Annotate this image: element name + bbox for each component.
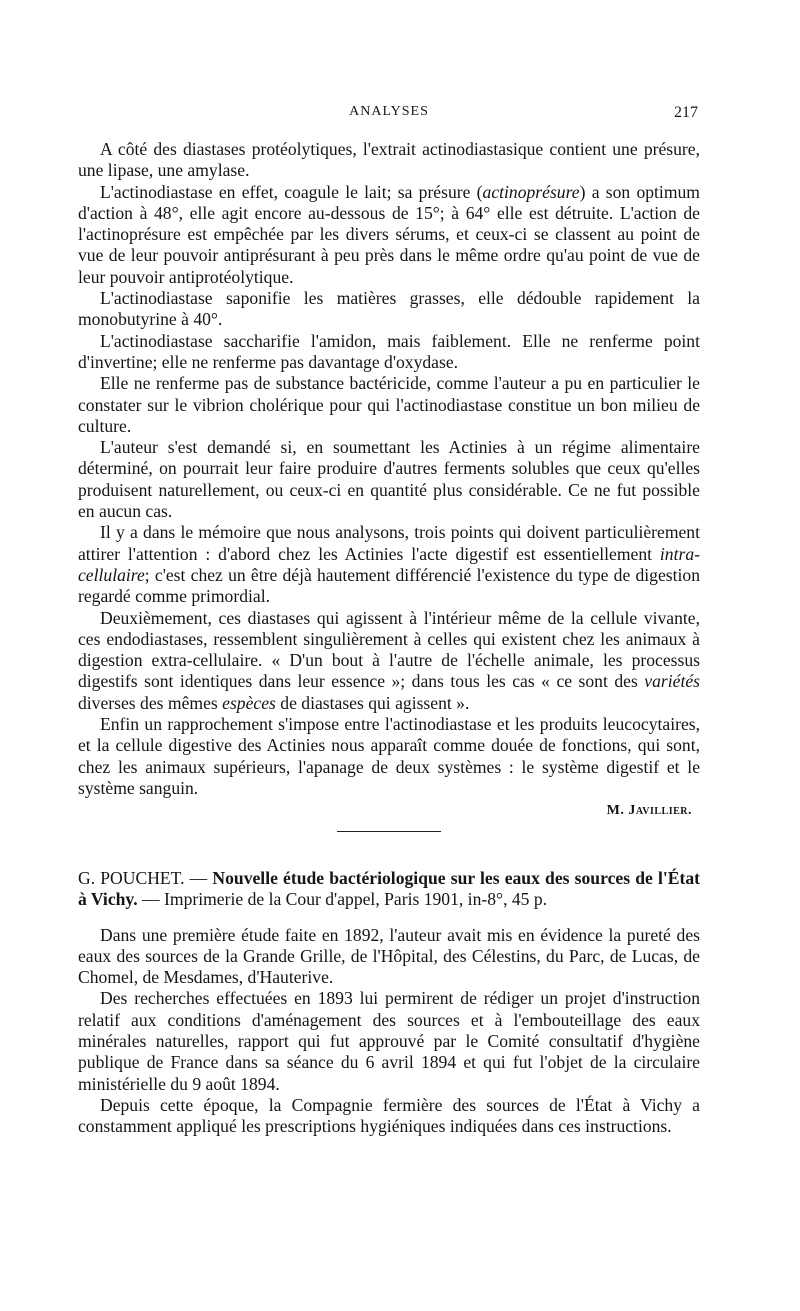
running-title: ANALYSES: [349, 104, 429, 119]
italic-term: variétés: [644, 671, 700, 692]
page-number: 217: [674, 104, 698, 121]
bibliographic-entry: [78, 868, 700, 911]
paragraph: Depuis cette époque, la Compagnie fermière des sources de l'État à Vichy a constamment appliqué les prescriptions hygiéniques indiquées dans ces instructions.: [78, 1094, 700, 1137]
article-actinodiastase: [78, 139, 700, 832]
paragraph: A côté des diastases protéolytiques, l'extrait actinodiastasique contient une présure, une lipase, une amylase.: [78, 139, 700, 181]
paragraph: Il y a dans le mémoire que nous analysons, trois points qui doivent particulièrement attirer l'attention : d'abord chez les Actinies l'acte digestif est essentiellement intra-cellulaire; c'est chez un être déjà hautement différencié l'existence du type de digestion regardé comme primordial.: [78, 522, 700, 607]
paragraph: Enfin un rapprochement s'impose entre l'actinodiastase et les produits leucocytaires, et la cellule digestive des Actinies nous apparaît comme douée de fonctions, qui sont, chez les animaux supérieurs, l'apanage de deux systèmes : le système digestif et le système sanguin.: [78, 714, 700, 798]
paragraph: L'actinodiastase saccharifie l'amidon, mais faiblement. Elle ne renferme point d'invertine; elle ne renferme pas davantage d'oxydase.: [78, 330, 700, 372]
paragraph: L'actinodiastase saponifie les matières grasses, elle dédouble rapidement la monobutyrine à 40°.: [78, 288, 700, 330]
section-divider: [337, 831, 441, 832]
paragraph: Dans une première étude faite en 1892, l'auteur avait mis en évidence la pureté des eaux des sources de la Grande Grille, de l'Hôpital, des Célestins, du Parc, de Lucas, de Chomel, de Mesdames, d'Hauterive.: [78, 924, 700, 988]
signature: M. Javillier.: [606, 803, 692, 819]
publication-info: — Imprimerie de la Cour d'appel, Paris 1901, in-8°, 45 p.: [137, 889, 548, 910]
article-vichy: [78, 868, 700, 1138]
paragraph: L'actinodiastase en effet, coagule le lait; sa présure (actinoprésure) a son optimum d'action à 48°, elle agit encore au-dessous de 15°; à 64° elle est détruite. L'action de l'actinoprésure est empêchée par les divers sérums, et ceux-ci se classent au point de vue de leur pouvoir antiprésurant à peu près dans le même ordre qu'au point de vue de leur pouvoir antiprotéolytique.: [78, 181, 700, 287]
paragraph: Des recherches effectuées en 1893 lui permirent de rédiger un projet d'instruction relatif aux conditions d'aménagement des sources et à l'embouteillage des eaux minérales naturelles, rapport qui fut approuvé par le Comité consultatif d'hygiène publique de France dans sa séance du 6 avril 1894 et qui fut l'objet de la circulaire ministérielle du 9 août 1894.: [78, 988, 700, 1094]
paragraph: L'auteur s'est demandé si, en soumettant les Actinies à un régime alimentaire déterminé, on pourrait leur faire produire d'autres ferments solubles que ceux qu'elles produisent naturellement, ou ceux-ci en quantité plus considérable. Ce ne fut possible en aucun cas.: [78, 437, 700, 522]
italic-term: actinoprésure: [482, 181, 580, 202]
author: G. POUCHET. —: [78, 868, 213, 888]
italic-term: espèces: [222, 692, 276, 713]
article-title: Nouvelle étude bactériologique sur les eaux des sources de l'État à Vichy.: [78, 868, 700, 910]
paragraph: Deuxièmement, ces diastases qui agissent à l'intérieur même de la cellule vivante, ces endodiastases, ressemblent singulièrement à celles qui existent chez les animaux à digestion extra-cellulaire. « D'un bout à l'autre de l'échelle animale, les processus digestifs sont identiques dans leur essence »; dans tous les cas « ce sont des variétés diverses des mêmes espèces de diastases qui agissent ».: [78, 607, 700, 713]
paragraph: Elle ne renferme pas de substance bactéricide, comme l'auteur a pu en particulier le constater sur le vibrion cholérique pour qui l'actinodiastase constitue un bon milieu de culture.: [78, 373, 700, 436]
spacer: [78, 911, 700, 925]
page-header: [78, 104, 700, 126]
italic-term: intra-cellulaire: [78, 543, 700, 585]
